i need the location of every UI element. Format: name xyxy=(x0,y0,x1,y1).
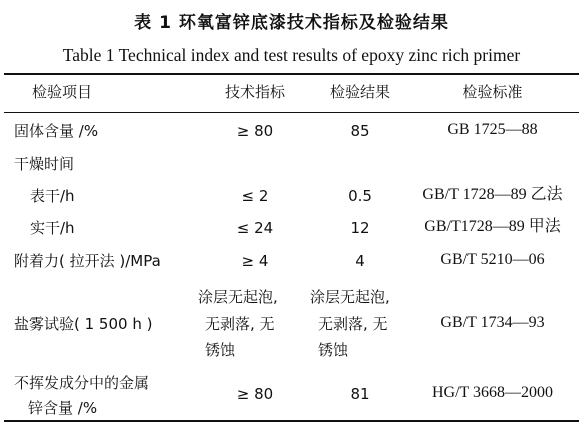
row-hard-dry-spec: ≤ 24 xyxy=(236,219,274,237)
table-bottom-rule xyxy=(4,420,579,422)
row-solid-item: 固体含量 /% xyxy=(14,122,99,140)
row-salt-spray-result-line3: 锈蚀 xyxy=(318,341,349,359)
row-drying-item: 干燥时间 xyxy=(14,155,75,173)
row-adhesion-item: 附着力( 拉开法 )/MPa xyxy=(14,252,161,270)
row-hard-dry-result: 12 xyxy=(350,219,370,237)
row-zinc-item-line2: 锌含量 /% xyxy=(28,399,98,417)
header-standard: 检验标准 xyxy=(462,83,523,101)
row-surface-dry-result: 0.5 xyxy=(348,187,372,205)
header-item: 检验项目 xyxy=(32,83,93,101)
row-adhesion-result: 4 xyxy=(355,252,365,270)
table-top-rule xyxy=(4,73,579,75)
row-zinc-item-line1: 不挥发成分中的金属 xyxy=(14,374,150,392)
row-salt-spray-result-line2: 无剥落, 无 xyxy=(318,315,388,333)
row-adhesion-standard: GB/T 5210—06 xyxy=(440,251,545,268)
row-salt-spray-result-line1: 涂层无起泡, xyxy=(310,288,390,306)
row-zinc-spec: ≥ 80 xyxy=(236,385,274,403)
row-zinc-standard: HG/T 3668—2000 xyxy=(431,384,554,401)
row-solid-spec: ≥ 80 xyxy=(236,122,274,140)
table-title-cn: 表 1 环氧富锌底漆技术指标及检验结果 xyxy=(134,13,449,33)
row-solid-result: 85 xyxy=(350,122,370,140)
header-result: 检验结果 xyxy=(329,83,390,101)
row-salt-spray-standard: GB/T 1734—93 xyxy=(440,314,545,331)
row-salt-spray-item: 盐雾试验( 1 500 h ) xyxy=(14,315,153,333)
row-zinc-result: 81 xyxy=(350,385,370,403)
row-surface-dry-spec: ≤ 2 xyxy=(241,187,269,205)
row-solid-standard: GB 1725—88 xyxy=(447,121,538,138)
header-spec: 技术指标 xyxy=(224,83,285,101)
row-hard-dry-standard: GB/T1728—89 甲法 xyxy=(424,218,561,235)
row-surface-dry-item: 表干/h xyxy=(30,187,75,205)
table-title-en: Table 1 Technical index and test results of epoxy zinc rich primer xyxy=(62,45,521,65)
row-surface-dry-standard: GB/T 1728—89 乙法 xyxy=(422,186,563,203)
row-salt-spray-spec-line1: 涂层无起泡, xyxy=(198,288,278,306)
table-header-rule xyxy=(4,112,579,113)
row-salt-spray-spec-line3: 锈蚀 xyxy=(205,341,236,359)
row-adhesion-spec: ≥ 4 xyxy=(241,252,269,270)
row-salt-spray-spec-line2: 无剥落, 无 xyxy=(205,315,275,333)
row-hard-dry-item: 实干/h xyxy=(30,219,75,237)
